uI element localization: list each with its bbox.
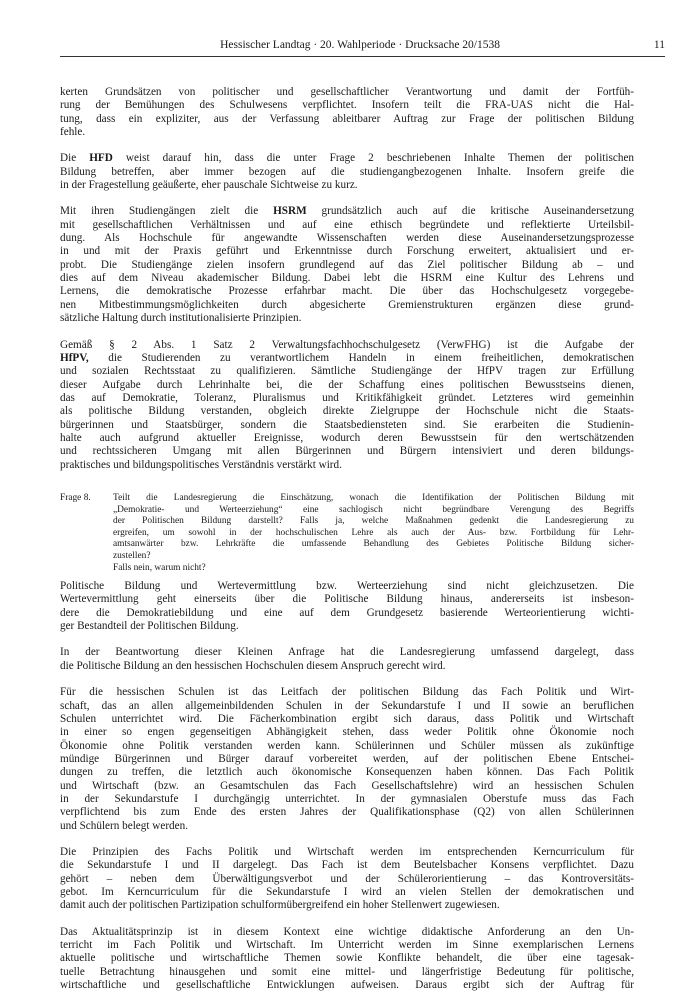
text-line: tuelle Betrachtung hinausgehen und somit eine mittel- und längerfristige Bedeutung für politische,	[60, 965, 634, 978]
text-line: in einer so engen gegenseitigen Abhängigkeit stehen, dass weder Politik ohne Ökonomie noch	[60, 726, 634, 739]
text-line: mit gesellschaftlichen Verhältnissen und auf eine ethisch begründete und reflektierte Urteilsbil-	[60, 218, 634, 231]
question-label: Frage 8.	[60, 492, 91, 503]
text-line: Politische Bildung und Wertevermittlung bzw. Werteerziehung sind nicht gleichzusetzen. Die	[60, 580, 634, 593]
text-line: in der Sekundarstufe I durchgängig unterrichtet. In der gymnasialen Oberstufe muss das Fach	[60, 792, 634, 805]
paragraph-fra-uas	[60, 86, 634, 139]
text-line: terricht im Fach Politik und Wirtschaft. Im Unterricht werden im Sinne exemplarischen Lernens	[60, 939, 634, 951]
paragraph-hfd	[60, 152, 634, 192]
text-run: grundsätzlich auch auf die kritische Auseinandersetzung	[306, 205, 634, 218]
text-line: sätzliche Haltung durch institutionalisierte Prinzipien.	[60, 312, 302, 325]
text-run: die Studierenden zu verantwortlichem Handeln in einem freiheitlichen, demokratischen	[88, 351, 634, 364]
paragraph-hsrm	[60, 205, 634, 325]
question-text	[113, 493, 634, 574]
text-line: und Wirtschaft (bzw. an Gesamtschulen das Fach Gesellschaftslehre) wird an hessischen Schulen	[60, 779, 634, 792]
answer-paragraph	[60, 646, 634, 673]
answer-paragraph	[60, 846, 634, 913]
text-line: probt. Die Studiengänge zielen insofern grundlegend auf das Ziel politischer Bildung ab – und	[60, 258, 634, 271]
text-line: der Politischen Bildung darstellt? Falls ja, welche Maßnahmen gedenkt die Landesregierung zu	[113, 516, 634, 527]
answer-paragraph	[60, 926, 634, 993]
text-line: verpflichtend bis zum Ende des ersten Jahres der Qualifikationsphase (Q2) von allen Schülerinnen	[60, 806, 634, 819]
text-line: Lernens, die demokratische Prozesse erfahrbar macht. Die über das Hochschulgesetz vorgegebe-	[60, 285, 634, 298]
text-lead: Mit ihren Studiengängen zielt die	[60, 205, 274, 218]
text-line: Wertevermittlung geht einerseits über die Politische Bildung hinaus, andererseits ist insbeson-	[60, 593, 634, 606]
text-run: weist darauf hin, dass die unter Frage 2 beschriebenen Inhalte Themen der politischen	[112, 152, 634, 165]
text-line	[60, 352, 634, 365]
text-line: tung, dass ein expliziter, aus der Verfassung ableitbarer Auftrag zur Frage der politischen Bildung	[60, 112, 634, 125]
text-line: ergreifen, um sowohl in der hochschulischen Lehre als auch der Aus- bzw. Fortbildung für Lehr-	[113, 527, 634, 538]
text-line: die Sekundarstufe I und II dargelegt. Das Fach ist dem Beutelsbacher Konsens verpflichtet. Dazu	[60, 859, 634, 872]
text-line: wirtschaftliche und gesellschaftliche Entwicklungen aufweisen. Daraus ergibt sich der Auftrag für	[60, 979, 634, 992]
institution-name: HSRM	[273, 205, 307, 218]
paragraph-hfpv	[60, 339, 634, 472]
text-line: Falls nein, warum nicht?	[113, 562, 206, 573]
text-line: dungen zu treffen, die letztlich auch ökonomische Konsequenzen haben können. Das Fach Politik	[60, 766, 634, 779]
text-line: nen Mitbestimmungsmöglichkeiten durch abgesicherte Gremienstrukturen ergänzen diese grund-	[60, 298, 634, 311]
text-line: und Schülern belegt werden.	[60, 819, 188, 832]
text-line: dung. Als Hochschule für angewandte Wissenschaften werden diese Auseinandersetzungsprozesse	[60, 232, 634, 245]
text-line: ger Bestandteil der Politischen Bildung.	[60, 620, 239, 633]
text-line: in der Fragestellung geäußerte, eher pauschale Sichtweise zu kurz.	[60, 179, 358, 192]
text-line: schaft, das an allen allgemeinbildenden Schulen in der Sekundarstufe I und II sowie an beruflichen	[60, 699, 634, 712]
text-line: zustellen?	[113, 550, 151, 561]
text-line: kerten Grundsätzen von politischer und gesellschaftlicher Verantwortung und damit der Fortfüh-	[60, 86, 634, 98]
text-line: die Politische Bildung an den hessischen Hochschulen diesem Anspruch gerecht wird.	[60, 659, 446, 672]
text-line: Ökonomie ohne Politik verstanden werden kann. Schülerinnen und Schüler müssen als zukünftige	[60, 739, 634, 752]
text-line: gehört – neben dem Überwältigungsverbot und der Schülerorientierung – das Kontroversitäts-	[60, 872, 634, 885]
answer-paragraph	[60, 686, 634, 833]
text-line: damit auch der politischen Partizipation schulformübergreifend ein hoher Stellenwert zugewiesen.	[60, 899, 500, 912]
text-line: fehle.	[60, 126, 86, 139]
text-line: dere die Demokratiebildung und eine auf dem Grundgesetz basierende Werteorientierung wichti-	[60, 606, 634, 619]
text-line: dies auf dem Niveau akademischer Bildung. Dabei lebt die HSRM eine Kultur des Lehrens und	[60, 272, 634, 285]
running-title: Hessischer Landtag · 20. Wahlperiode · Drucksache 20/1538	[220, 39, 500, 51]
text-line: in und mit der Praxis geführt und Erkenntnisse durch Forschung erweitert, aktualisiert und er-	[60, 245, 634, 258]
text-line: rung der Bemühungen des Schulwesens verpflichtet. Insofern teilt die FRA-UAS nicht die Hal-	[60, 99, 634, 112]
answer-paragraph	[60, 580, 634, 633]
text-line: Für die hessischen Schulen ist das Leitfach der politischen Bildung das Fach Politik und Wirt-	[60, 686, 634, 699]
text-line	[60, 205, 634, 218]
text-line: gebot. Im Kerncurriculum für die Sekundarstufe I wird an vielen Stellen der demokratischen und	[60, 885, 634, 898]
text-line: bürgerinnen und Staatsbürger, sondern die Staatsbediensteten sind. Sie erarbeiten die Studienin-	[60, 418, 634, 431]
text-line: das auf Demokratie, Toleranz, Pluralismus und Kritikfähigkeit gründet. Letzteres wird gemeinhin	[60, 391, 634, 404]
text-line: „Demokratie- und Werteerziehung“ eine sachlogisch nicht begründbare Verengung des Begriffs	[113, 504, 634, 515]
text-line: als politische Bildung verstanden, obgleich direkte Zielgruppe der Hochschule nicht die Staats-	[60, 405, 634, 418]
text-line: Die Prinzipien des Fachs Politik und Wirtschaft werden im entsprechenden Kerncurriculum für	[60, 845, 634, 858]
text-lead: Die	[60, 152, 90, 165]
text-line: Teilt die Landesregierung die Einschätzung, wonach die Identifikation der Politischen Bildung mit	[113, 492, 634, 503]
text-line: und sozialen Rechtsstaat zu qualifizieren. Sämtliche Studiengänge der HfPV tragen zur Erfüllung	[60, 365, 634, 378]
text-line: amtsanwärter bzw. Lehrkräfte die umfassende Behandlung des Gebietes Politische Bildung sicher-	[113, 539, 634, 550]
text-line: Schulen unterrichtet wird. Die Fächerkombination ergibt sich daraus, dass Politik und Wirtschaft	[60, 712, 634, 725]
text-line: halte auch aufgrund aktueller Ereignisse, wodurch deren Bewusstsein für den wertschätzenden	[60, 431, 634, 444]
institution-name: HfPV,	[60, 351, 89, 364]
text-line: praktisches und bildungspolitisches Verständnis verstärkt wird.	[60, 458, 342, 471]
text-line: mündige Bürgerinnen und Bürger darauf vorbereitet werden, auf der politischen Ebene Entschei-	[60, 752, 634, 765]
institution-name: HFD	[89, 152, 113, 165]
text-line: Bildung betreffen, aber immer bezogen auf die studiengangbezogenen Inhalte. Insofern greife die	[60, 165, 634, 178]
text-line	[60, 152, 634, 165]
page-header	[60, 38, 665, 57]
page-number: 11	[653, 39, 665, 51]
question-block	[60, 493, 634, 574]
text-line: Das Aktualitätsprinzip ist in diesem Kontext eine wichtige didaktische Anforderung an den Un-	[60, 925, 634, 938]
text-line: In der Beantwortung dieser Kleinen Anfrage hat die Landesregierung umfassend dargelegt, dass	[60, 646, 634, 659]
text-line: Gemäß § 2 Abs. 1 Satz 2 Verwaltungsfachhochschulgesetz (VerwFHG) ist die Aufgabe der	[60, 338, 634, 351]
document-body	[60, 86, 634, 1005]
text-line: und rechtssicheren Umgang mit allen Bürgerinnen und Bürgern intensiviert und deren bildungs-	[60, 445, 634, 458]
text-line: dieser Aufgabe durch Lehrinhalte bei, die der Schaffung eines politischen Bewusstseins dienen,	[60, 378, 634, 391]
text-line: aktuelle politische und wirtschaftliche Themen sowie Konflikte behandelt, die über eine tagesak-	[60, 952, 634, 965]
